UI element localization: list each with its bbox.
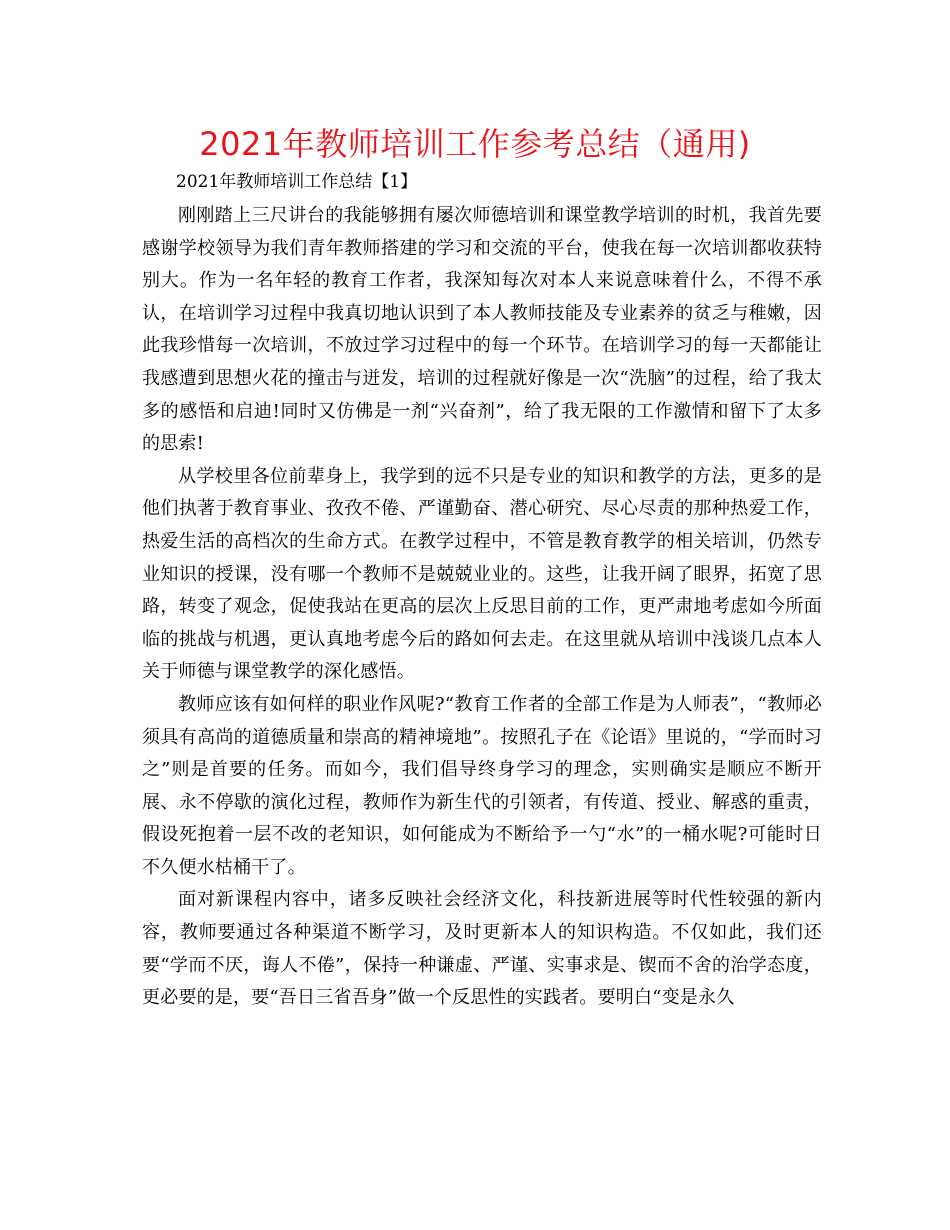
document-body [142, 168, 822, 1015]
paragraph-2: 从学校里各位前辈身上，我学到的远不只是专业的知识和教学的方法，更多的是他们执著于教育事业、孜孜不倦、严谨勤奋、潜心研究、尽心尽责的那种热爱工作，热爱生活的高档次的生命方式。在教学过程中，不管是教育教学的相关培训，仍然专业知识的授课，没有哪一个教师不是兢兢业业的。这些，让我开阔了眼界，拓宽了思路，转变了观念，促使我站在更高的层次上反思目前的工作，更严肃地考虑如今所面临的挑战与机遇，更认真地考虑今后的路如何去走。在这里就从培训中浅谈几点本人关于师德与课堂教学的深化感悟。 [142, 465, 822, 683]
paragraph-3: 教师应该有如何样的职业作风呢?“教育工作者的全部工作是为人师表”，“教师必须具有高尚的道德质量和崇高的精神境地”。按照孔子在《论语》里说的，“学而时习之”则是首要的任务。而如今，我们倡导终身学习的理念，实则确实是顺应不断开展、永不停歇的演化过程，教师作为新生代的引领者，有传道、授业、解惑的重责，假设死抱着一层不改的老知识，如何能成为不断给予一勺“水”的一桶水呢?可能时日不久便水枯桶干了。 [142, 693, 822, 878]
section-subtitle: 2021年教师培训工作总结【1】 [176, 172, 418, 192]
paragraph-1: 刚刚踏上三尺讲台的我能够拥有屡次师德培训和课堂教学培训的时机，我首先要感谢学校领导为我们青年教师搭建的学习和交流的平台，使我在每一次培训都收获特别大。作为一名年轻的教育工作者，我深知每次对本人来说意味着什么，不得不承认，在培训学习过程中我真切地认识到了本人教师技能及专业素养的贫乏与稚嫩，因此我珍惜每一次培训，不放过学习过程中的每一个环节。在培训学习的每一天都能让我感遭到思想火花的撞击与迸发，培训的过程就好像是一次“洗脑”的过程，给了我太多的感悟和启迪!同时又仿佛是一剂“兴奋剂”，给了我无限的工作激情和留下了太多的思索! [142, 205, 822, 455]
document-title: 2021年教师培训工作参考总结（通用) [199, 125, 751, 163]
paragraph-4: 面对新课程内容中，诸多反映社会经济文化，科技新进展等时代性较强的新内容，教师要通过各种渠道不断学习，及时更新本人的知识构造。不仅如此，我们还要“学而不厌，诲人不倦”，保持一种谦虚、严谨、实事求是、锲而不舍的治学态度，更必要的是，要“吾日三省吾身”做一个反思性的实践者。要明白“变是永久 [142, 889, 822, 1009]
